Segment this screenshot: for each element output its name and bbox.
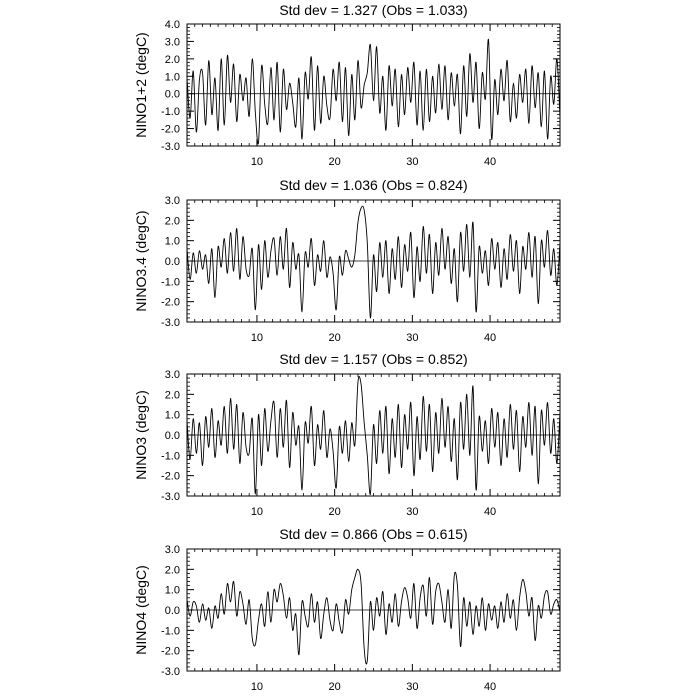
x-tick-label: 40 xyxy=(483,332,497,344)
y-tick-label: 0.0 xyxy=(164,88,180,101)
y-tick-label: 2.0 xyxy=(164,564,180,577)
y-tick-label: -2.0 xyxy=(161,470,180,483)
x-tick-label: 20 xyxy=(328,332,341,344)
chart-panel xyxy=(133,526,560,693)
y-tick-label: 0.0 xyxy=(164,605,180,617)
series-line xyxy=(187,39,560,144)
y-tick-label: 1.0 xyxy=(164,235,180,248)
y-tick-label: -1.0 xyxy=(161,106,180,119)
x-tick-label: 40 xyxy=(483,681,497,693)
chart-title: Std dev = 1.036 (Obs = 0.824) xyxy=(279,177,468,193)
x-tick-label: 30 xyxy=(406,681,419,693)
x-tick-label: 30 xyxy=(406,332,419,344)
x-tick-label: 20 xyxy=(328,156,341,168)
y-axis-label: NINO3 (degC) xyxy=(133,390,149,480)
y-axis-label: NINO3.4 (degC) xyxy=(133,210,149,312)
y-tick-label: 4.0 xyxy=(164,19,180,31)
x-tick-label: 20 xyxy=(328,681,341,693)
y-tick-label: 3.0 xyxy=(164,369,180,381)
y-tick-label: 3.0 xyxy=(164,544,180,556)
y-tick-label: -3.0 xyxy=(161,317,180,329)
chart-title: Std dev = 0.866 (Obs = 0.615) xyxy=(279,526,468,542)
x-tick-label: 30 xyxy=(406,156,419,168)
y-tick-label: 3.0 xyxy=(164,195,180,207)
y-tick-label: 2.0 xyxy=(164,53,180,66)
x-tick-label: 10 xyxy=(250,681,264,693)
plot-frame xyxy=(187,24,560,146)
y-tick-label: -3.0 xyxy=(161,141,180,153)
y-axis-label: NINO1+2 (degC) xyxy=(133,32,149,138)
y-tick-label: 1.0 xyxy=(164,584,180,597)
y-tick-label: 2.0 xyxy=(164,389,180,402)
y-tick-label: -2.0 xyxy=(161,123,180,136)
series-line xyxy=(187,377,560,495)
y-tick-label: -2.0 xyxy=(161,645,180,658)
y-tick-label: 0.0 xyxy=(164,430,180,442)
y-tick-label: 2.0 xyxy=(164,215,180,228)
chart-title: Std dev = 1.327 (Obs = 1.033) xyxy=(279,2,468,18)
chart-panel xyxy=(133,351,560,518)
y-tick-label: 1.0 xyxy=(164,409,180,422)
chart-title: Std dev = 1.157 (Obs = 0.852) xyxy=(279,351,468,367)
x-tick-label: 30 xyxy=(406,506,419,518)
y-tick-label: 0.0 xyxy=(164,256,180,268)
y-tick-label: -2.0 xyxy=(161,296,180,309)
x-tick-label: 40 xyxy=(483,506,497,518)
chart-panel xyxy=(133,177,560,344)
y-tick-label: -3.0 xyxy=(161,491,180,503)
x-tick-label: 20 xyxy=(328,506,341,518)
series-line xyxy=(187,569,560,664)
x-tick-label: 40 xyxy=(483,156,497,168)
y-tick-label: -1.0 xyxy=(161,276,180,289)
x-tick-label: 10 xyxy=(250,506,264,518)
y-tick-label: -1.0 xyxy=(161,450,180,463)
y-tick-label: 3.0 xyxy=(164,36,180,49)
y-tick-label: -1.0 xyxy=(161,625,180,638)
y-axis-label: NINO4 (degC) xyxy=(133,565,149,655)
x-tick-label: 10 xyxy=(250,332,264,344)
series-line xyxy=(187,206,560,318)
y-tick-label: 1.0 xyxy=(164,71,180,84)
chart-panel xyxy=(133,2,560,168)
y-tick-label: -3.0 xyxy=(161,666,180,678)
x-tick-label: 10 xyxy=(250,156,264,168)
